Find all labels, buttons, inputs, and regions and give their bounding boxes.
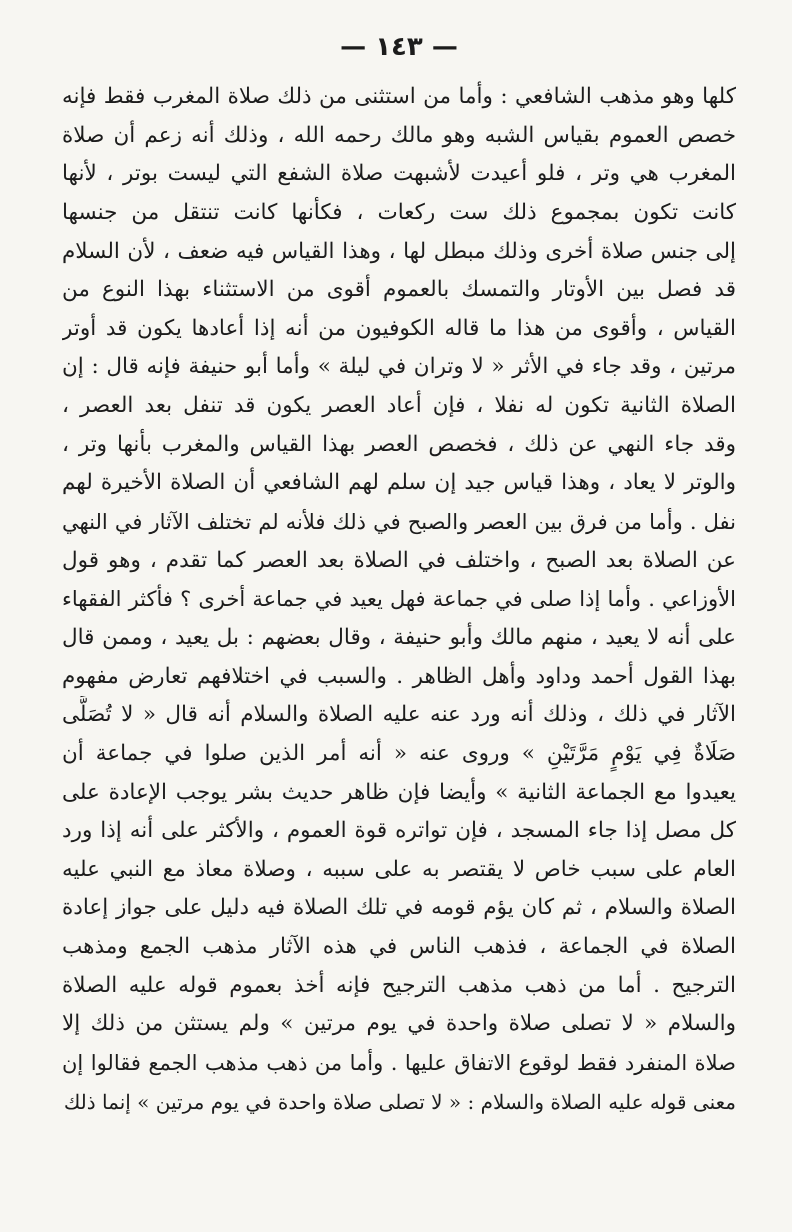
text-line: بهذا القول أحمد وداود وأهل الظاهر . والسبب في اختلافهم تعارض مفهوم — [62, 663, 736, 689]
page-body-text — [62, 78, 736, 1121]
text-line: مرتين ، وقد جاء في الأثر « لا وتران في ليلة » وأما أبو حنيفة فإنه قال : إن — [62, 354, 736, 380]
text-line: خصص العموم بقياس الشبه وهو مالك رحمه الله ، وذلك أنه زعم أن صلاة — [62, 122, 736, 148]
text-line: الترجيح . أما من ذهب مذهب الترجيح فإنه أخذ بعموم قوله عليه الصلاة — [62, 972, 736, 998]
page-number: — ١٤٣ — — [340, 32, 458, 62]
text-line: كل مصل إذا جاء المسجد ، فإن تواتره قوة العموم ، والأكثر على أنه إذا ورد — [62, 818, 736, 844]
text-line: وقد جاء النهي عن ذلك ، فخصص العصر بهذا القياس والمغرب بأنها وتر ، — [62, 431, 736, 457]
page-header — [62, 0, 736, 66]
text-line: القياس ، وأقوى من هذا ما قاله الكوفيون من أنه إذا أعادها يكون قد أوتر — [62, 315, 736, 341]
text-line: المغرب هي وتر ، فلو أعيدت لأشبهت صلاة الشفع التي ليست بوتر ، لأنها — [62, 161, 736, 187]
text-line: الصلاة والسلام ، ثم كان يؤم قومه في تلك الصلاة فيه دليل على جواز إعادة — [62, 895, 736, 921]
text-line: الآثار في ذلك ، وذلك أنه ورد عنه عليه الصلاة والسلام أنه قال « لا تُصَلَّى — [62, 702, 736, 728]
text-line: والوتر لا يعاد ، وهذا قياس جيد إن سلم لهم الشافعي أن الصلاة الأخيرة لهم — [62, 470, 736, 496]
text-line: والسلام « لا تصلى صلاة واحدة في يوم مرتين » ولم يستثن من ذلك إلا — [62, 1011, 736, 1037]
text-line: صَلَاةٌ فِي يَوْمٍ مَرَّتَيْنِ » وروى عنه « أنه أمر الذين صلوا في جماعة أن — [62, 740, 736, 766]
text-line: معنى قوله عليه الصلاة والسلام : « لا تصلى صلاة واحدة في يوم مرتين » إنما ذلك — [63, 1089, 736, 1114]
text-line: يعيدوا مع الجماعة الثانية » وأيضا فإن ظاهر حديث بشر يوجب الإعادة على — [62, 779, 736, 805]
text-line: على أنه لا يعيد ، منهم مالك وأبو حنيفة ، وقال بعضهم : بل يعيد ، وممن قال — [62, 624, 736, 650]
text-line: إلى جنس صلاة أخرى وذلك مبطل لها ، وهذا القياس فيه ضعف ، لأن السلام — [62, 238, 736, 264]
text-line: عن الصلاة بعد الصبح ، واختلف في الصلاة بعد العصر كما تقدم ، وهو قول — [62, 547, 736, 573]
text-line: قد فصل بين الأوتار والتمسك بالعموم أقوى من الاستثناء بهذا النوع من — [62, 277, 736, 303]
text-line: الصلاة الثانية تكون له نفلا ، فإن أعاد العصر يكون قد تنفل بعد العصر ، — [62, 393, 736, 419]
text-line: الأوزاعي . وأما إذا صلى في جماعة فهل يعيد في جماعة أخرى ؟ فأكثر الفقهاء — [62, 587, 736, 612]
text-line: كانت تكون بمجموع ذلك ست ركعات ، فكأنها كانت تنتقل من جنسها — [62, 199, 736, 225]
text-line: العام على سبب خاص لا يقتصر به على سببه ، وصلاة معاذ مع النبي عليه — [62, 856, 736, 882]
text-line: الصلاة في الجماعة ، فذهب الناس في هذه الآثار مذهب الجمع ومذهب — [62, 934, 736, 960]
text-line: صلاة المنفرد فقط لوقوع الاتفاق عليها . وأما من ذهب مذهب الجمع فقالوا إن — [62, 1051, 736, 1076]
text-line: نفل . وأما من فرق بين العصر والصبح في ذلك فلأنه لم تختلف الآثار في النهي — [62, 510, 736, 535]
text-line: كلها وهو مذهب الشافعي : وأما من استثنى من ذلك صلاة المغرب فقط فإنه — [62, 84, 736, 109]
